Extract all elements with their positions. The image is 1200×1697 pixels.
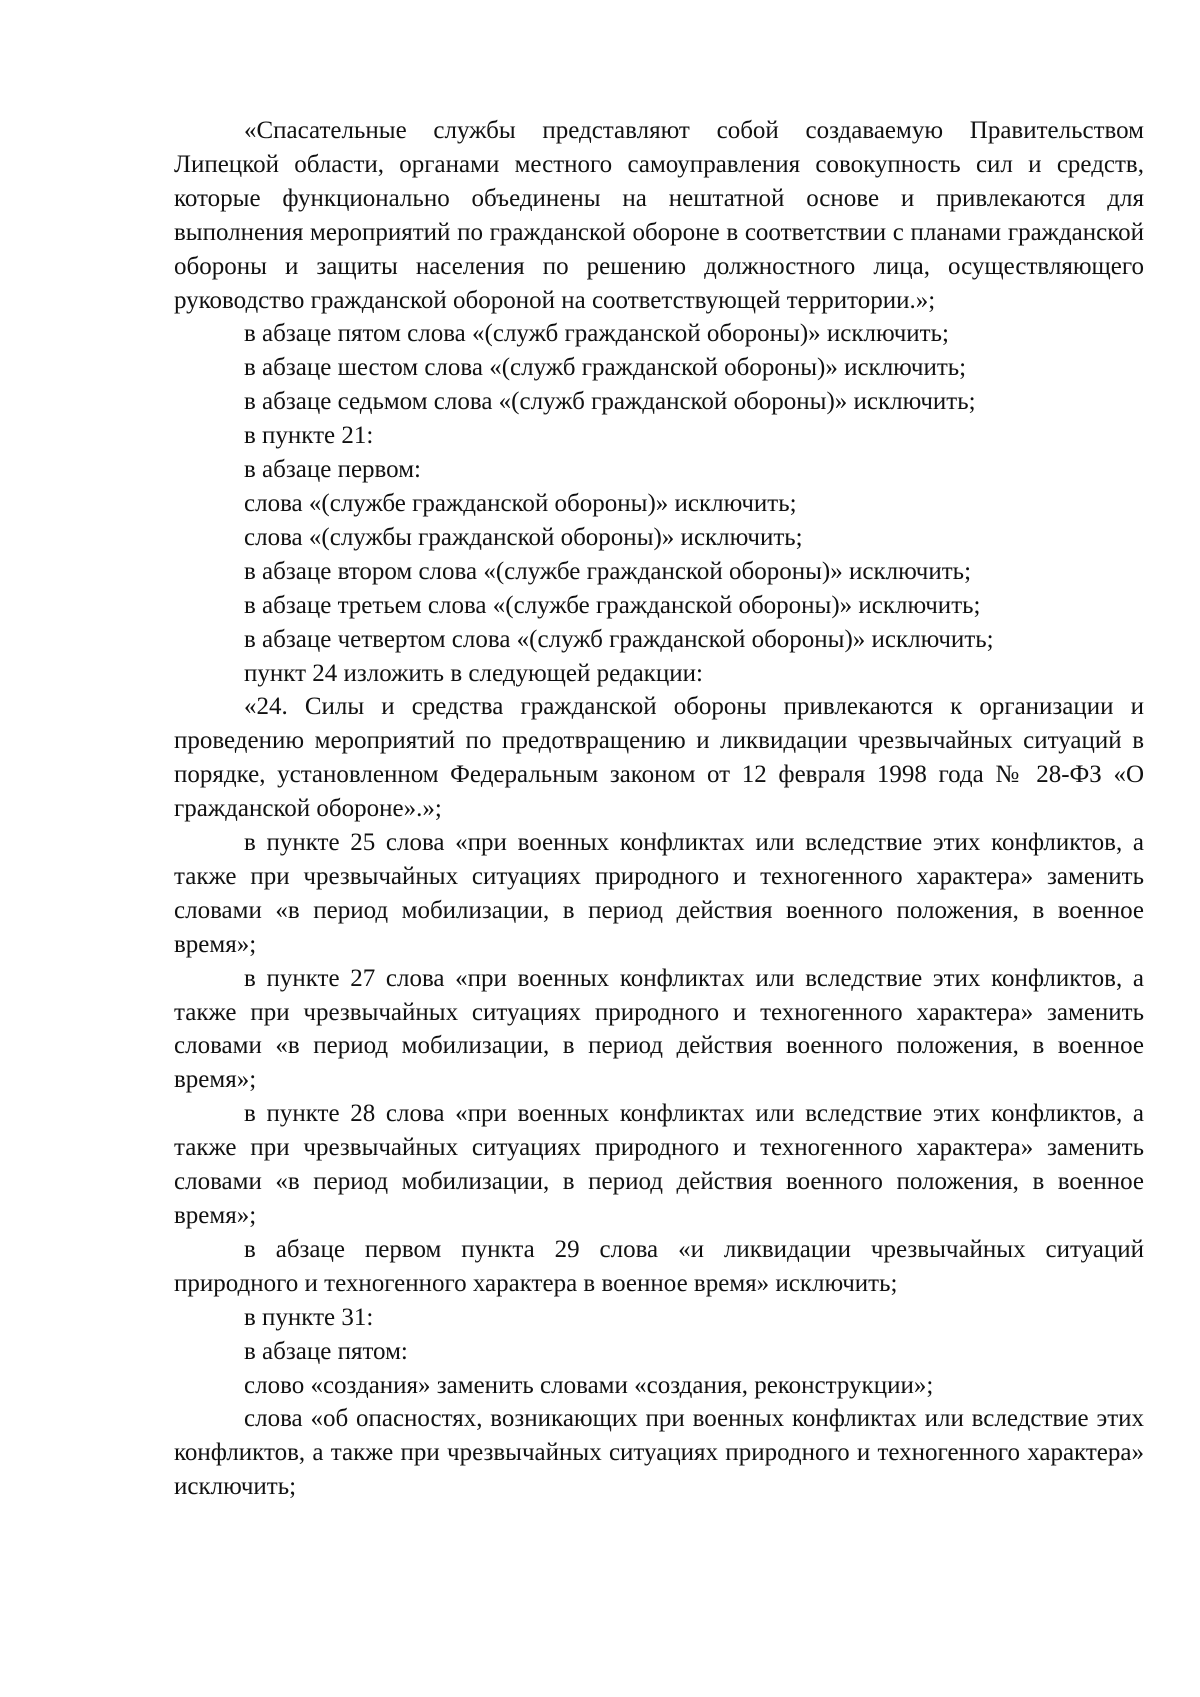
paragraph-item: в абзаце четвертом слова «(служб гражданской обороны)» исключить; [244, 625, 994, 653]
paragraph-item: в абзаце пятом: [244, 1337, 408, 1365]
paragraph-item: в пункте 28 слова «при военных конфликтах или вследствие этих конфликтов, а также при чрезвычайных ситуациях природного и техногенного характера» заменить словами «в период мобилизации, в период действия военного положения, в военное время»; [174, 1100, 1144, 1229]
paragraph-item: в пункте 25 слова «при военных конфликтах или вследствие этих конфликтов, а также при чрезвычайных ситуациях природного и техногенного характера» заменить словами «в период мобилизации, в период действия военного положения, в военное время»; [174, 829, 1144, 958]
paragraph-item: в абзаце пятом слова «(служб гражданской обороны)» исключить; [244, 320, 949, 348]
paragraph-item-24-new-text: «24. Силы и средства гражданской обороны привлекаются к организации и проведению мероприятий по предотвращению и ликвидации чрезвычайных ситуаций в порядке, установленном Федеральным законом от 12 февраля 1998 года № 28-ФЗ «О гражданской обороне».»; [174, 693, 1144, 823]
paragraph-item: в абзаце третьем слова «(службе гражданской обороны)» исключить; [244, 591, 981, 619]
paragraph-item: в абзаце седьмом слова «(служб гражданской обороны)» исключить; [244, 388, 976, 416]
paragraph-item: слова «(службе гражданской обороны)» исключить; [244, 489, 797, 517]
paragraph-item: в пункте 27 слова «при военных конфликтах или вследствие этих конфликтов, а также при чрезвычайных ситуациях природного и техногенного характера» заменить словами «в период мобилизации, в период действия военного положения, в военное время»; [174, 964, 1144, 1094]
paragraph-item: в пункте 21: [244, 422, 374, 450]
paragraph-rescue-services-definition: «Спасательные службы представляют собой создаваемую Правительством Липецкой области, органами местного самоуправления совокупность сил и средств, которые функционально объединены на нештатной основе и привлекаются для выполнения мероприятий по гражданской обороне в соответствии с планами гражданской обороны и защиты населения по решению должностного лица, осуществляющего руководство гражданской обороной на соответствующей территории.»; [174, 117, 1144, 314]
paragraph-item: в абзаце шестом слова «(служб гражданской обороны)» исключить; [244, 354, 967, 382]
paragraph-item: слово «создания» заменить словами «создания, реконструкции»; [244, 1371, 934, 1399]
document-body [174, 114, 1144, 1504]
paragraph-item: слова «(службы гражданской обороны)» исключить; [244, 523, 803, 551]
paragraph-item: пункт 24 изложить в следующей редакции: [244, 659, 703, 687]
paragraph-item: в пункте 31: [244, 1303, 374, 1331]
paragraph-item: в абзаце первом: [244, 456, 421, 484]
paragraph-item: в абзаце первом пункта 29 слова «и ликвидации чрезвычайных ситуаций природного и техногенного характера в военное время» исключить; [174, 1235, 1144, 1297]
paragraph-item: в абзаце втором слова «(службе гражданской обороны)» исключить; [244, 557, 972, 585]
paragraph-item: слова «об опасностях, возникающих при военных конфликтах или вследствие этих конфликтов, а также при чрезвычайных ситуациях природного и техногенного характера» исключить; [174, 1405, 1144, 1501]
